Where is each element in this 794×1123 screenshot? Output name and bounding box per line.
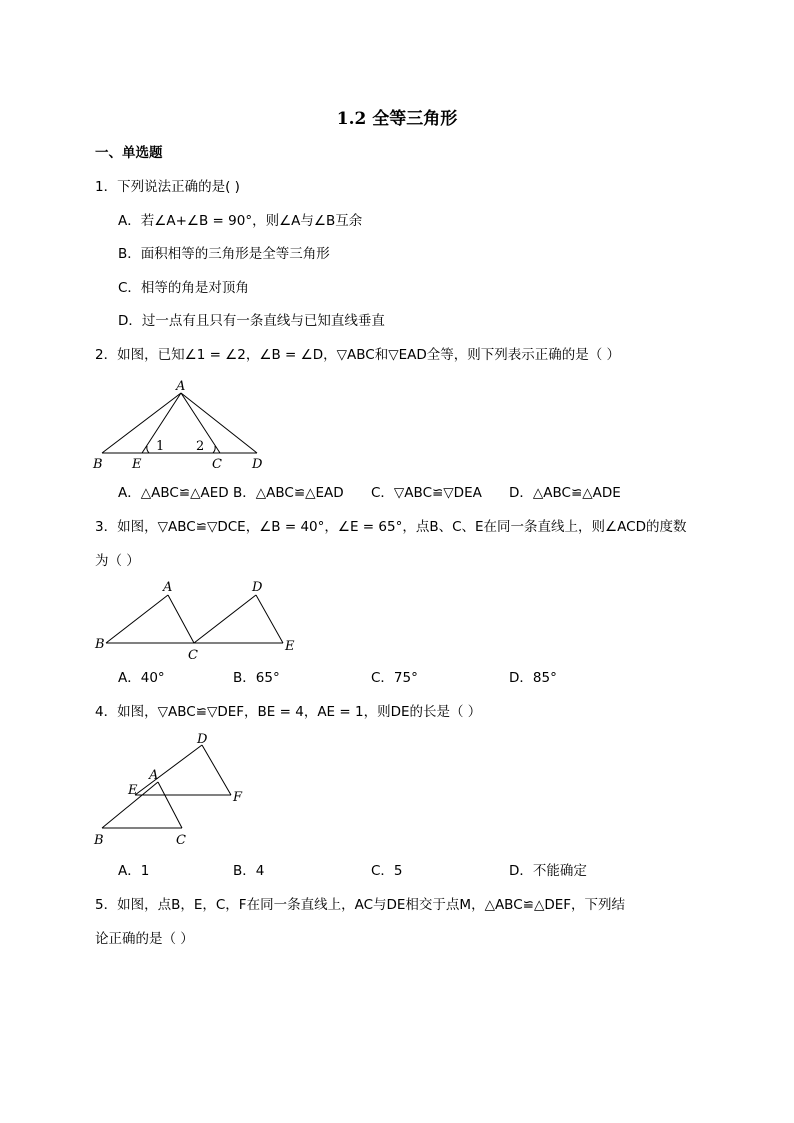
q2-angle-1: 1 (156, 439, 165, 454)
q2-label-d: D (252, 457, 263, 472)
q2-label-e: E (132, 457, 142, 472)
q3-option-d[interactable]: D．85° (509, 670, 557, 686)
q4-stem: 4．如图，▽ABC≌▽DEF，BE = 4，AE = 1，则DE的长是（ ） (95, 704, 482, 720)
q4-label-a: A (149, 768, 159, 783)
q4-option-d[interactable]: D．不能确定 (509, 863, 587, 879)
q3-label-d: D (252, 580, 263, 595)
q4-label-c: C (176, 833, 186, 848)
q3-option-a[interactable]: A．40° (118, 670, 165, 686)
q2-option-b[interactable]: B．△ABC≌△EAD (233, 485, 344, 501)
q3-figure (90, 575, 305, 665)
q3-stem-line2: 为（ ） (95, 553, 140, 569)
q3-option-b[interactable]: B．65° (233, 670, 280, 686)
q3-stem-line1: 3．如图，▽ABC≌▽DCE，∠B = 40°，∠E = 65°，点B、C、E在同一条直线上，则∠ACD的度数 (95, 519, 687, 535)
q3-label-e: E (285, 639, 295, 654)
q2-option-c[interactable]: C．▽ABC≌▽DEA (371, 485, 482, 501)
q2-stem: 2．如图，已知∠1 = ∠2，∠B = ∠D，▽ABC和▽EAD全等，则下列表示正确的是（ ） (95, 347, 621, 363)
q2-angle-2: 2 (196, 439, 205, 454)
q5-stem-line2: 论正确的是（ ） (95, 931, 194, 947)
q4-label-f: F (233, 790, 243, 805)
q2-option-d[interactable]: D．△ABC≌△ADE (509, 485, 621, 501)
q4-option-a[interactable]: A．1 (118, 863, 150, 879)
q4-option-b[interactable]: B．4 (233, 863, 265, 879)
q4-option-c[interactable]: C．5 (371, 863, 403, 879)
q2-option-a[interactable]: A．△ABC≌△AED (118, 485, 229, 501)
q3-label-b: B (95, 637, 105, 652)
q2-label-b: B (93, 457, 103, 472)
q1-option-a[interactable]: A．若∠A+∠B = 90°，则∠A与∠B互余 (118, 213, 363, 229)
q4-figure (90, 728, 260, 853)
q3-label-a: A (163, 580, 173, 595)
q5-stem-line1: 5．如图，点B，E，C，F在同一条直线上，AC与DE相交于点M，△ABC≌△DEF，下列结 (95, 897, 626, 913)
q3-option-c[interactable]: C．75° (371, 670, 418, 686)
q2-figure (90, 375, 280, 475)
q3-label-c: C (188, 648, 198, 663)
q1-option-c[interactable]: C．相等的角是对顶角 (118, 280, 249, 296)
q4-label-e: E (128, 783, 138, 798)
section-heading: 一、单选题 (95, 145, 163, 161)
q2-label-a: A (176, 379, 186, 394)
q1-option-b[interactable]: B．面积相等的三角形是全等三角形 (118, 246, 330, 262)
q4-label-b: B (94, 833, 104, 848)
q4-label-d: D (197, 732, 208, 747)
q2-label-c: C (212, 457, 222, 472)
page-title: 1.2 全等三角形 (336, 109, 458, 129)
q1-option-d[interactable]: D．过一点有且只有一条直线与已知直线垂直 (118, 313, 385, 329)
q1-stem: 1．下列说法正确的是( ) (95, 179, 240, 195)
